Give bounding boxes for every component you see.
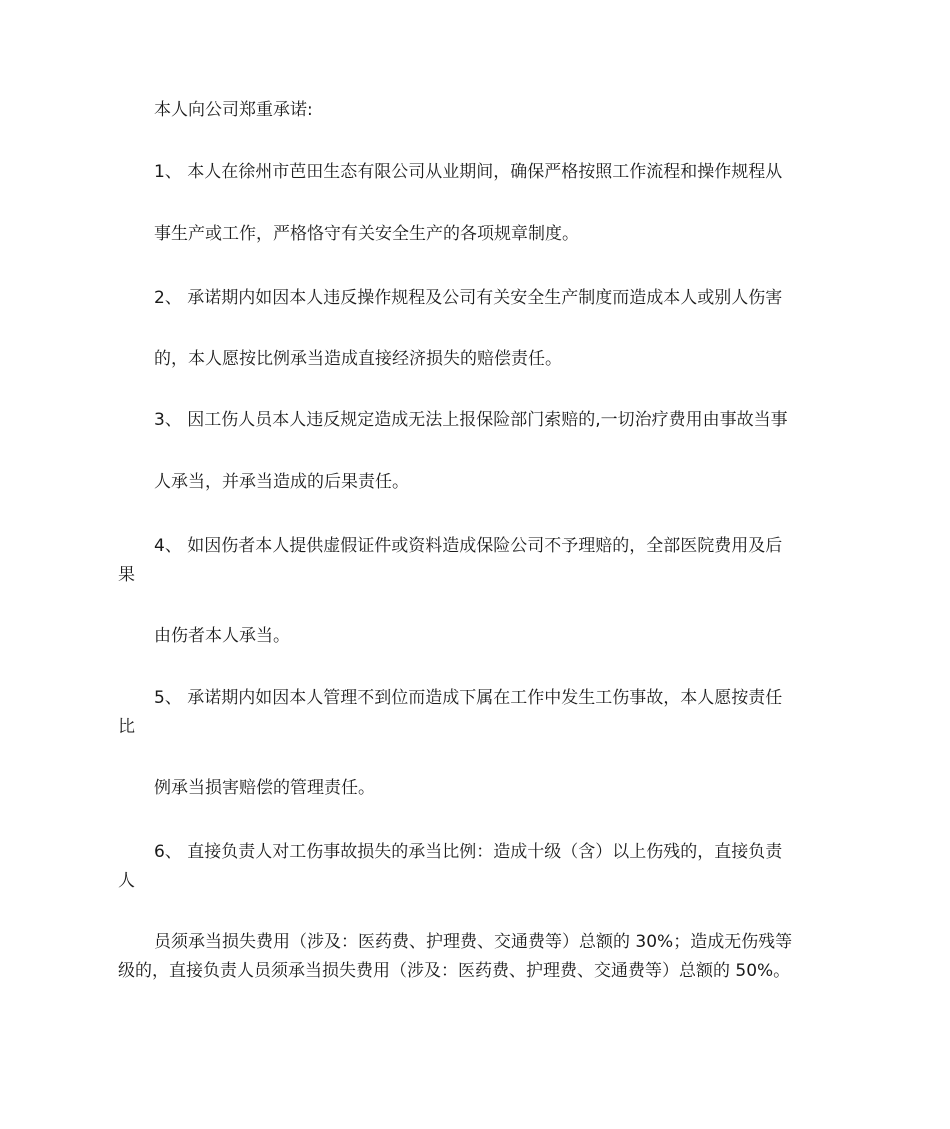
intro-text: 本人向公司郑重承诺: (154, 100, 313, 120)
item-4-line-2: 由伤者本人承当。 (154, 626, 290, 646)
item-6-line-2: 员须承当损失费用（涉及：医药费、护理费、交通费等）总额的 30%；造成无伤残等 (154, 932, 793, 952)
item-6-line-3: 级的，直接负责人员须承当损失费用（涉及：医药费、护理费、交通费等）总额的 50%。 (118, 961, 791, 981)
item-2-line-1: 2、 承诺期内如因本人违反操作规程及公司有关安全生产制度而造成本人或别人伤害 (154, 288, 783, 308)
item-1-line-2: 事生产或工作，严格恪守有关安全生产的各项规章制度。 (154, 224, 579, 244)
item-6-line-1: 6、 直接负责人对工伤事故损失的承当比例：造成十级（含）以上伤残的，直接负责 (154, 842, 783, 862)
item-4-line-1-wrap: 果 (118, 565, 135, 585)
item-3-line-1: 3、 因工伤人员本人违反规定造成无法上报保险部门索赔的,一切治疗费用由事故当事 (154, 410, 788, 430)
item-3-line-2: 人承当，并承当造成的后果责任。 (154, 472, 409, 492)
item-5-line-2: 例承当损害赔偿的管理责任。 (154, 778, 375, 798)
item-2-line-2: 的，本人愿按比例承当造成直接经济损失的赔偿责任。 (154, 349, 562, 369)
item-5-line-1-wrap: 比 (118, 717, 135, 737)
item-6-line-1-wrap: 人 (118, 871, 135, 891)
item-5-line-1: 5、 承诺期内如因本人管理不到位而造成下属在工作中发生工伤事故，本人愿按责任 (154, 688, 783, 708)
item-1-line-1: 1、 本人在徐州市芭田生态有限公司从业期间，确保严格按照工作流程和操作规程从 (154, 162, 783, 182)
item-4-line-1: 4、 如因伤者本人提供虚假证件或资料造成保险公司不予理赔的，全部医院费用及后 (154, 536, 783, 556)
